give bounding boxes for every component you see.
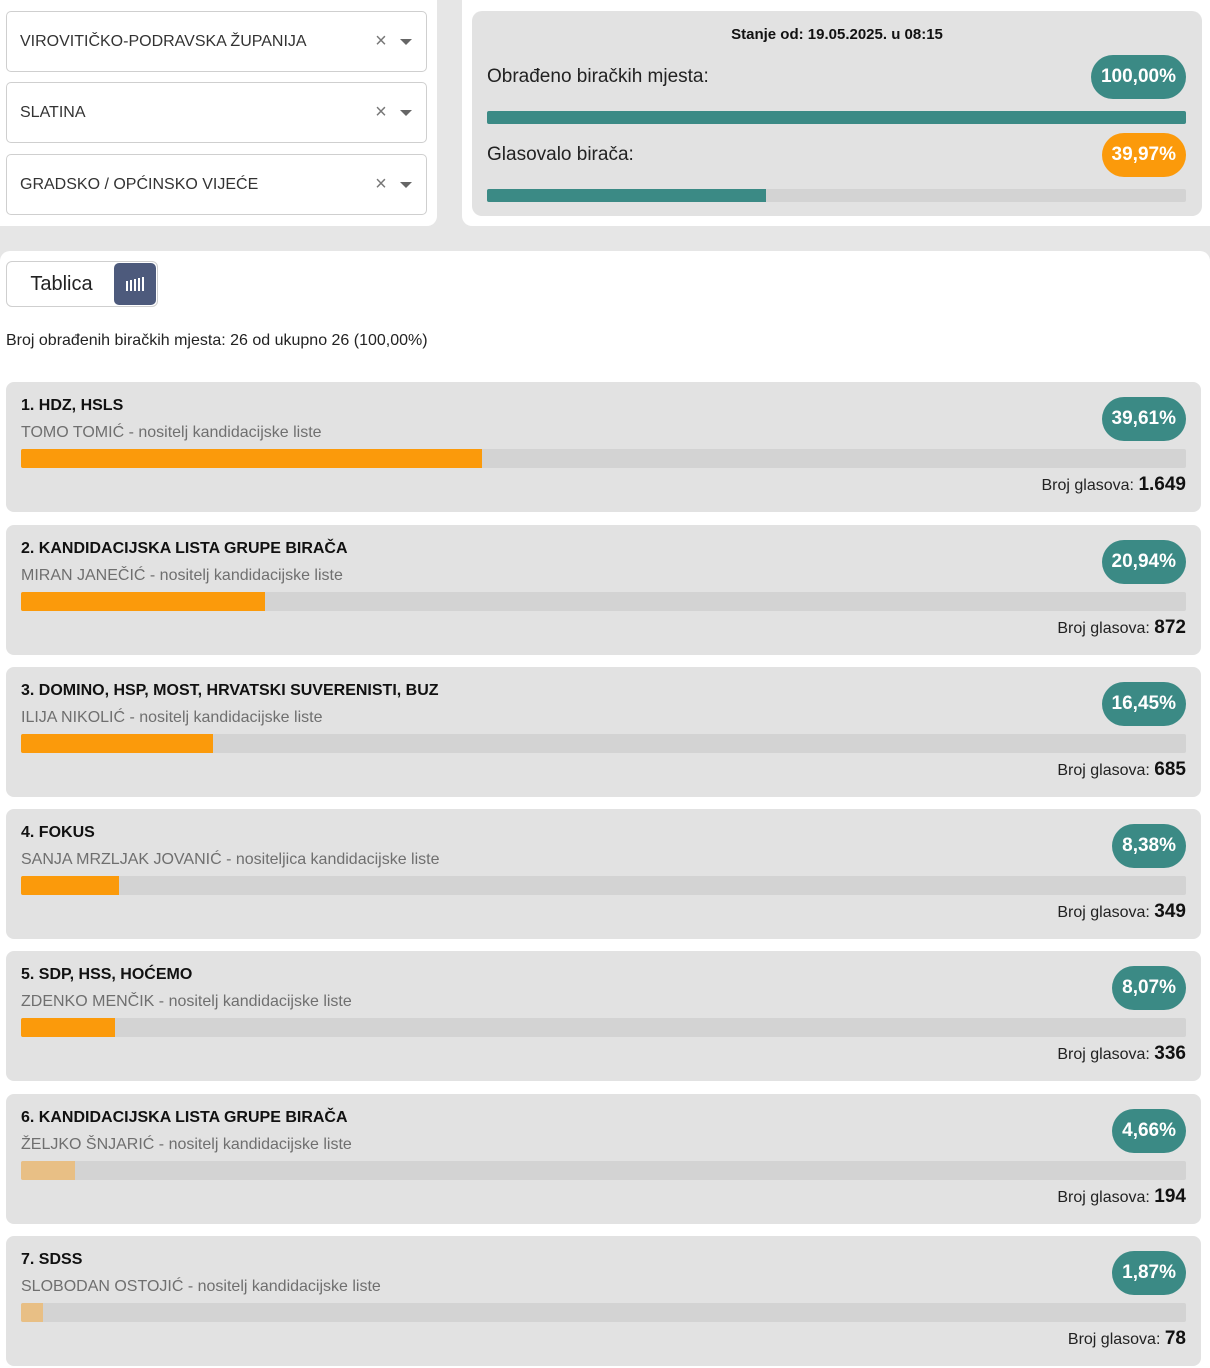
vote-count-label: Broj glasova:	[1041, 477, 1134, 494]
vote-count-value: 194	[1154, 1186, 1186, 1207]
percentage-badge: 20,94%	[1102, 540, 1186, 584]
election-type-select[interactable]	[6, 154, 427, 215]
vote-share-fill	[21, 1018, 115, 1037]
turnout-progress-fill	[487, 189, 766, 202]
bar-chart-icon	[126, 277, 144, 291]
percentage-badge: 16,45%	[1102, 682, 1186, 726]
filter-panel	[0, 0, 437, 226]
vote-share-fill	[21, 1303, 43, 1322]
processed-progress-fill	[487, 111, 1186, 124]
vote-share-fill	[21, 1161, 75, 1180]
party-name: 7. SDSS	[21, 1251, 83, 1268]
result-card	[6, 1236, 1201, 1366]
party-name: 5. SDP, HSS, HOĆEMO	[21, 966, 193, 983]
processed-row	[487, 55, 1186, 99]
voted-row	[487, 133, 1186, 177]
party-name: 4. FOKUS	[21, 824, 95, 841]
vote-count-value: 872	[1154, 617, 1186, 638]
clear-icon[interactable]: ×	[375, 101, 387, 123]
vote-count	[1057, 901, 1186, 923]
vote-share-fill	[21, 734, 213, 753]
percentage-badge: 8,38%	[1112, 824, 1186, 868]
view-toggle[interactable]	[6, 261, 158, 307]
vote-share-bar	[21, 876, 1186, 895]
percentage-badge: 39,61%	[1102, 397, 1186, 441]
vote-share-bar	[21, 1018, 1186, 1037]
vote-count	[1068, 1328, 1186, 1350]
party-name: 2. KANDIDACIJSKA LISTA GRUPE BIRAČA	[21, 540, 348, 557]
chevron-down-icon[interactable]	[400, 39, 412, 45]
vote-count-label: Broj glasova:	[1057, 1046, 1150, 1063]
municipality-select[interactable]	[6, 82, 427, 143]
list-leader: TOMO TOMIĆ - nositelj kandidacijske liste	[21, 424, 322, 441]
vote-count-value: 336	[1154, 1043, 1186, 1064]
vote-count-value: 78	[1164, 1328, 1186, 1349]
clear-icon[interactable]: ×	[375, 173, 387, 195]
voted-label: Glasovalo birača:	[487, 144, 634, 165]
percentage-badge: 1,87%	[1112, 1251, 1186, 1295]
county-select-value: VIROVITIČKO-PODRAVSKA ŽUPANIJA	[20, 32, 307, 50]
status-panel	[462, 0, 1210, 226]
result-card	[6, 525, 1201, 655]
election-type-select-value: GRADSKO / OPĆINSKO VIJEĆE	[20, 175, 259, 193]
result-card	[6, 951, 1201, 1081]
list-leader: MIRAN JANEČIĆ - nositelj kandidacijske liste	[21, 567, 343, 584]
percentage-badge: 8,07%	[1112, 966, 1186, 1010]
chevron-down-icon[interactable]	[400, 182, 412, 188]
municipality-select-value: SLATINA	[20, 103, 86, 121]
party-name: 6. KANDIDACIJSKA LISTA GRUPE BIRAČA	[21, 1109, 348, 1126]
vote-count-value: 685	[1154, 759, 1186, 780]
chart-view-button[interactable]	[114, 263, 156, 305]
processed-label: Obrađeno biračkih mjesta:	[487, 66, 709, 87]
list-leader: ILIJA NIKOLIĆ - nositelj kandidacijske liste	[21, 709, 323, 726]
vote-share-fill	[21, 876, 119, 895]
results-panel	[0, 251, 1210, 1368]
list-leader: SLOBODAN OSTOJIĆ - nositelj kandidacijske liste	[21, 1278, 381, 1295]
vote-share-bar	[21, 1303, 1186, 1322]
result-card	[6, 667, 1201, 797]
status-date: Stanje od: 19.05.2025. u 08:15	[731, 26, 943, 43]
vote-count-value: 1.649	[1138, 474, 1186, 495]
processed-badge: 100,00%	[1091, 55, 1186, 99]
result-card	[6, 1094, 1201, 1224]
vote-count-label: Broj glasova:	[1057, 1189, 1150, 1206]
result-card	[6, 382, 1201, 512]
vote-count-value: 349	[1154, 901, 1186, 922]
vote-share-bar	[21, 734, 1186, 753]
vote-share-bar	[21, 1161, 1186, 1180]
table-view-button[interactable]: Tablica	[30, 272, 93, 295]
vote-count-label: Broj glasova:	[1057, 762, 1150, 779]
vote-share-fill	[21, 449, 482, 468]
county-select[interactable]	[6, 11, 427, 72]
chevron-down-icon[interactable]	[400, 110, 412, 116]
list-leader: ZDENKO MENČIK - nositelj kandidacijske liste	[21, 993, 352, 1010]
processed-info: Broj obrađenih biračkih mjesta: 26 od ukupno 26 (100,00%)	[6, 332, 428, 349]
turnout-progress-bar	[487, 189, 1186, 202]
vote-share-bar	[21, 592, 1186, 611]
vote-count	[1042, 474, 1187, 496]
vote-share-fill	[21, 592, 265, 611]
vote-count	[1057, 1186, 1186, 1208]
result-card	[6, 809, 1201, 939]
list-leader: SANJA MRZLJAK JOVANIĆ - nositeljica kandidacijske liste	[21, 851, 440, 868]
turnout-badge: 39,97%	[1102, 133, 1186, 177]
vote-count-label: Broj glasova:	[1057, 620, 1150, 637]
party-name: 3. DOMINO, HSP, MOST, HRVATSKI SUVERENISTI, BUZ	[21, 682, 439, 699]
vote-count	[1057, 617, 1186, 639]
vote-count	[1057, 1043, 1186, 1065]
vote-count-label: Broj glasova:	[1067, 1331, 1161, 1348]
status-box	[472, 11, 1202, 216]
vote-share-bar	[21, 449, 1186, 468]
party-name: 1. HDZ, HSLS	[21, 397, 124, 414]
list-leader: ŽELJKO ŠNJARIĆ - nositelj kandidacijske liste	[21, 1136, 352, 1153]
percentage-badge: 4,66%	[1112, 1109, 1186, 1153]
vote-count-label: Broj glasova:	[1057, 904, 1150, 921]
processed-progress-bar	[487, 111, 1186, 124]
vote-count	[1057, 759, 1186, 781]
clear-icon[interactable]: ×	[375, 30, 387, 52]
